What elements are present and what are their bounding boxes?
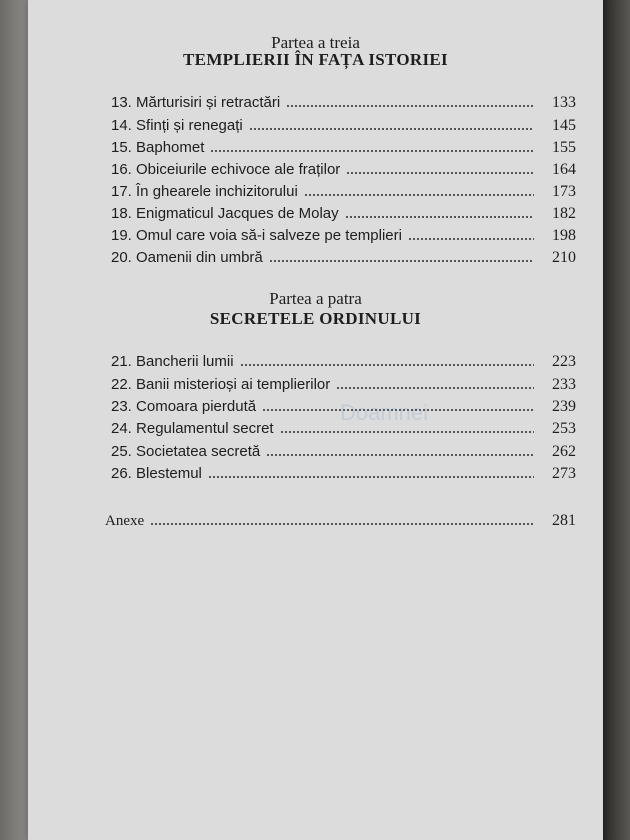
entry-title: 15. Baphomet bbox=[111, 139, 205, 156]
leader-dots bbox=[286, 104, 534, 108]
entry-title: 13. Mărturisiri și retractări bbox=[111, 94, 281, 111]
leader-dots bbox=[249, 127, 534, 131]
annex-page: 281 bbox=[552, 512, 576, 529]
toc-entry bbox=[111, 440, 576, 462]
leader-dots bbox=[336, 386, 534, 390]
leader-dots bbox=[345, 215, 534, 219]
toc-entry bbox=[111, 114, 576, 136]
leader-dots bbox=[266, 453, 534, 457]
book-page bbox=[28, 0, 603, 840]
watermark-logo: Doamnei bbox=[340, 400, 429, 425]
entry-page: 239 bbox=[552, 398, 576, 415]
entry-page: 173 bbox=[552, 183, 576, 200]
part-four-title: SECRETELE ORDINULUI bbox=[209, 309, 422, 328]
part-three-title: TEMPLIERII ÎN FAȚA ISTORIEI bbox=[183, 50, 448, 69]
toc-entry bbox=[111, 91, 576, 113]
toc-entry bbox=[111, 136, 576, 158]
entry-page: 198 bbox=[552, 227, 576, 244]
entry-title: 21. Bancherii lumii bbox=[111, 353, 234, 370]
leader-dots bbox=[269, 259, 534, 263]
entry-title: 19. Omul care voia să-i salveze pe templieri bbox=[111, 227, 402, 244]
toc-entry bbox=[111, 373, 576, 395]
entry-page: 133 bbox=[552, 94, 576, 111]
leader-dots bbox=[304, 193, 534, 197]
entry-title: 16. Obiceiurile echivoce ale fraților bbox=[111, 161, 341, 178]
toc-entry bbox=[111, 417, 576, 439]
entry-page: 233 bbox=[552, 376, 576, 393]
entry-title: 23. Comoara pierdută bbox=[111, 398, 257, 415]
entry-title: 25. Societatea secretă bbox=[111, 443, 261, 460]
entry-title: 22. Banii misterioși ai templierilor bbox=[111, 376, 331, 393]
toc-entry-annex bbox=[105, 509, 576, 531]
entry-title: 24. Regulamentul secret bbox=[111, 420, 274, 437]
entry-page: 155 bbox=[552, 139, 576, 156]
annex-title: Anexe bbox=[105, 513, 145, 529]
entry-page: 253 bbox=[552, 420, 576, 437]
leader-dots bbox=[208, 475, 534, 479]
book-edge-right bbox=[603, 0, 630, 840]
leader-dots bbox=[150, 522, 534, 526]
toc-entry bbox=[111, 180, 576, 202]
leader-dots bbox=[280, 430, 534, 434]
entry-page: 164 bbox=[552, 161, 576, 178]
toc-entry bbox=[111, 246, 576, 268]
leader-dots bbox=[408, 237, 534, 241]
toc-entry bbox=[111, 202, 576, 224]
entry-page: 182 bbox=[552, 205, 576, 222]
entry-page: 223 bbox=[552, 353, 576, 370]
entry-page: 145 bbox=[552, 117, 576, 134]
part-four-heading: Partea a patra bbox=[269, 289, 362, 308]
book-edge-left bbox=[0, 0, 28, 840]
leader-dots bbox=[346, 171, 534, 175]
toc-entry bbox=[111, 462, 576, 484]
entry-title: 14. Sfinți și renegați bbox=[111, 117, 243, 134]
toc-entry bbox=[111, 395, 576, 417]
entry-title: 20. Oamenii din umbră bbox=[111, 249, 263, 266]
entry-page: 210 bbox=[552, 249, 576, 266]
entry-title: 18. Enigmaticul Jacques de Molay bbox=[111, 205, 339, 222]
entry-title: 17. În ghearele inchizitorului bbox=[111, 183, 298, 200]
leader-dots bbox=[262, 408, 534, 412]
leader-dots bbox=[240, 363, 534, 367]
toc-entry bbox=[111, 350, 576, 372]
toc-entry bbox=[111, 158, 576, 180]
toc-entry bbox=[111, 224, 576, 246]
entry-title: 26. Blestemul bbox=[111, 465, 202, 482]
leader-dots bbox=[210, 149, 534, 153]
entry-page: 273 bbox=[552, 465, 576, 482]
part-three-heading: Partea a treia bbox=[271, 33, 360, 52]
entry-page: 262 bbox=[552, 443, 576, 460]
